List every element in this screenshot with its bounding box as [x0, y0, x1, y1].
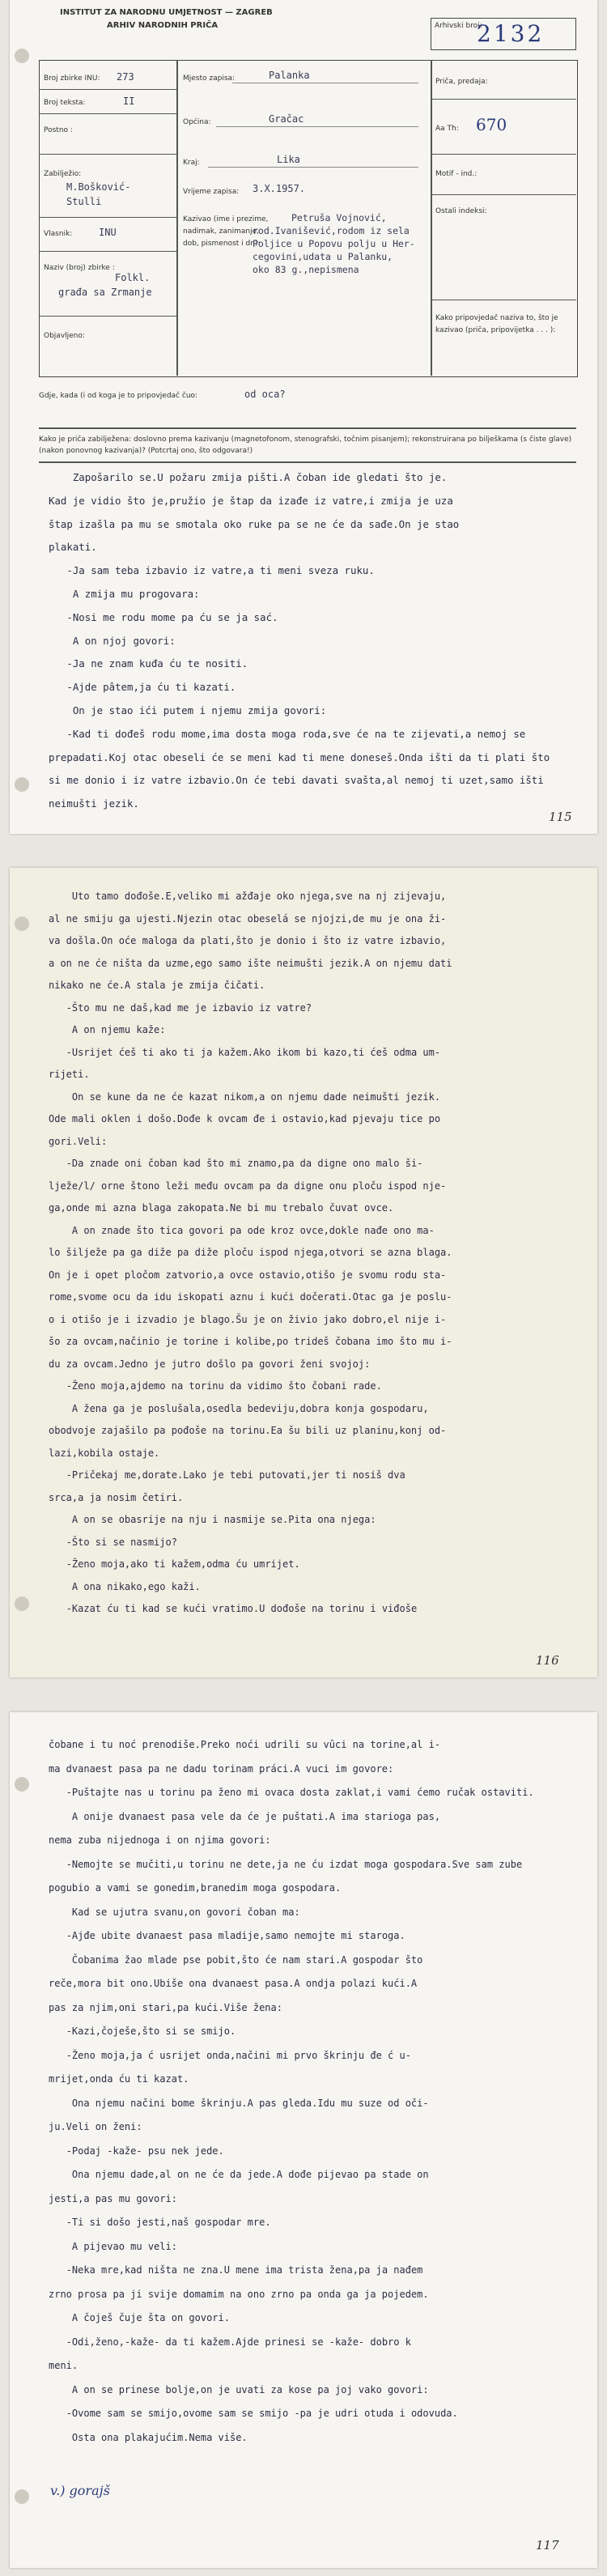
story-text-page-3: čobane i tu noć prenodiše.Preko noći udrili su vûci na torine,al i- ma dvanaest pasa pa ne dadu torinam práci.A vuci im govore: -Puštajte nas u torinu pa ženo mi ovaca dosta zaklat,i vami ćemo ručak ostaviti. A onije dvanaest pasa vele da će je puštati.A ima starioga pas, nema zuba nijednoga i on njima govori: -Nemojte se mučiti,u torinu ne dete,ja ne ću izdat moga gospodara.Sve sam zube pogubio a vami se gonedim,branedim moga gospodara. Kad se ujutra svanu,on govori čoban ma: -Ajđe ubite dvanaest pasa mladije,samo nemojte mi staroga. Čobanima žao mlade pse pobit,što će nam stari.A gospodar što reče,mora bit ono.Ubiše ona dvanaest pasa.A ondja polazi kući.A pas za njim,oni stari,pa kući.Više žena: -Kazi,čoješe,što si se smijo. -Ženo moja,ja ć usrijet onda,načini mi prvo škrinju đe ć u- mrijet,onda ću ti kazat. Ona njemu načini bome škrinju.A pas gleda.Idu mu suze od oči- ju.Veli on ženi: -Podaj -kaže- psu nek jede. Ona njemu dade,al on ne će da jede.A dođe pijevao pa stade on jesti,a pas mu govori: -Ti si došo jesti,naš gospodar mre. A pijevao mu veli: -Neka mre,kad ništa ne zna.U mene ima trista žena,pa ja nađem zrno prosa pa ji svije domamim na ono zrno pa onda ga ja pojedem. A čoješ čuje šta on govori. -Odi,ženo,-kaže- da ti kažem.Ajde prinesi se -kaže- dobro k meni. A on se prinese bolje,on je uvati za kose pa joj vako govori: -Ovome sam se smijo,ovome sam se smijo -pa je udri otuda i odovuda. Osta ona plakajućim.Nema više.: [49, 1739, 534, 2443]
handwritten-signature: v.) gorajš: [50, 2483, 110, 2498]
punch-hole: [15, 2489, 29, 2504]
value-kazivao-3: Poljice u Popovu polju u Her-: [253, 238, 415, 249]
value-kraj: Lika: [277, 154, 300, 165]
value-kazivao-2: rod.Ivanišević,rodom iz sela: [253, 225, 410, 236]
punch-hole: [15, 916, 29, 931]
label-vlasnik: Vlasnik:: [44, 230, 73, 238]
archive-number: 2132: [477, 20, 545, 47]
label-opcina: Općina:: [183, 118, 211, 126]
label-postno: Postno :: [44, 126, 73, 134]
label-gdje-kada: Gdje, kada (i od koga je to pripovjedač čuo:: [39, 392, 198, 400]
value-broj-teksta: II: [123, 96, 135, 107]
value-gdje-kada: od oca?: [244, 389, 286, 400]
label-objavljeno: Objavljeno:: [44, 332, 85, 340]
label-mjesto: Mjesto zapisa:: [183, 74, 236, 83]
label-vrijeme: Vrijeme zapisa:: [183, 188, 240, 196]
story-text-page-2: Uto tamo dođoše.E,veliko mi ažđaje oko njega,sve na nj zijevaju, al ne smiju ga ujesti.Njezin otac obeselá se njojzi,de mu je ona ži- va došla.On oće maloga da plati,što je donio i što iz vatre izbavio, a on ne će ništa da uzme,ego samo ište neimušti jezik.A on njemu dati nikako ne će.A stala je zmija čičati. -Što mu ne daš,kad me je izbavio iz vatre? A on njemu kaže: -Usrijet ćeš ti ako ti ja kažem.Ako ikom bi kazo,ti ćeš odma um- rijeti. On se kune da ne će kazat nikom,a on njemu dade neimušti jezik. Ode mali oklen i došo.Dođe k ovcam đe i ostavio,kad pjevaju tice po gori.Veli: -Da znade oni čoban kad što mi znamo,pa da digne ono malo ši- lježe/l/ orne štono leži među ovcam pa da digne onu ploču ispod nje- ga,onde mi azna blaga zakopata.Ne bi mu trebalo čuvat ovce. A on znade što tica govori pa ode kroz ovce,dokle nađe ono ma- lo šilježe pa ga diže pa diže ploču ispod njega,otvori se azna blaga. On je i opet pločom zatvorio,a ovce ostavio,otišo je svomu rodu sta- rome,svome ocu da idu iskopati aznu i kući dočerati.Otac ga je poslu- o i otišo je i izvadio je blago.Šu je on živio jako dobro,el nije i- šo za ovcam,načinio je torine i kolibe,po trideš čobana imo što mu i- du za ovcam.Jedno je jutro došlo pa govori ženi svojoj: -Ženo moja,ajdemo na torinu da vidimo što čobani rade. A žena ga je poslušala,osedla bedeviju,dobra konja gospodaru, obodvoje zajašilo pa pođoše na torinu.Ea šu bili uz planinu,konj od- lazi,kobila ostaje. -Pričekaj me,dorate.Lako je tebi putovati,jer ti nosiš dva srca,a ja nosim četiri. A on se obasrije na nju i nasmije se.Pita ona njega: -Što si se nasmijo? -Ženo moja,ako ti kažem,odma ću umrijet. A ona nikako,ego kaži. -Kazat ću ti kad se kući vratimo.U dođoše na torinu i viđoše: [49, 891, 452, 1614]
punch-hole: [15, 1777, 29, 1792]
value-kazivao-1: Petruša Vojnović,: [291, 212, 387, 223]
label-kraj: Kraj:: [183, 159, 200, 167]
label-kako-pripovjedac: Kako pripovjedač naziva to, što je kazivao (priča, pripovijetka . . . ):: [435, 314, 558, 334]
label-motif: Motif - ind.:: [435, 170, 478, 178]
value-kazivao-5: oko 83 g.,nepismena: [253, 264, 359, 275]
label-broj-zbirke: Broj zbirke INU:: [44, 74, 100, 83]
page-number: 116: [536, 1653, 559, 1668]
value-vrijeme: 3.X.1957.: [253, 183, 306, 194]
archive-name: ARHIV NARODNIH PRIČA: [107, 21, 219, 30]
punch-hole: [15, 1596, 29, 1611]
value-naziv-2: građa sa Zrmanje: [58, 287, 152, 298]
institute-name: INSTITUT ZA NARODNU UMJETNOST — ZAGREB: [60, 8, 273, 17]
value-opcina: Gračac: [269, 113, 304, 125]
label-ostali: Ostali indeksi:: [435, 207, 487, 215]
page-117: [10, 1712, 597, 2568]
value-mjesto: Palanka: [269, 70, 310, 81]
value-broj-zbirke: 273: [117, 71, 134, 83]
value-aa-th: 670: [476, 115, 507, 134]
label-broj-teksta: Broj teksta:: [44, 99, 86, 107]
value-naziv-1: Folkl.: [115, 272, 151, 283]
story-text-page-1: Zapošarilo se.U požaru zmija pišti.A čoban ide gledati što je. Kad je vidio što je,pružio je štap da izađe iz vatre,i zmija je uza štap izašla pa mu se smotala oko ruke pa se ne će da sađe.On je stao plakati. -Ja sam teba izbavio iz vatre,a ti meni sveza ruku. A zmija mu progovara: -Nosi me rodu mome pa ću se ja sać. A on njoj govori: -Ja ne znam kuđa ću te nositi. -Ajde pâtem,ja ću ti kazati. On je stao ići putem i njemu zmija govori: -Kad ti dođeš rodu mome,ima dosta moga roda,sve će na te zijevati,a nemoj se prepadati.Koj otac obeseli će se meni kad ti mene doneseš.Onda išti da ti plati što si me donio i iz vatre izbavio.On će tebi davati svašta,al nemoj ti uzet,samo išti neimušti jezik.: [49, 471, 550, 810]
punch-hole: [15, 777, 29, 792]
label-aa-th: Aa Th:: [435, 125, 459, 133]
value-zabiljezio-2: Stulli: [66, 196, 102, 207]
label-zabiljezio: Zabilježio:: [44, 170, 82, 178]
punch-hole: [15, 49, 29, 63]
value-kazivao-4: cegovini,udata u Palanku,: [253, 251, 393, 262]
label-prica-predaja: Priča, predaja:: [435, 78, 488, 86]
note-how-recorded: Kako je priča zabilježena: doslovno prema kazivanju (magnetofonom, stenografski, točnim pisanjem); rekonstruirana po bilješkama (s čiste glave) (nakon ponovnog kazivanja)? (Potcrtaj ono, što odgovara!): [39, 436, 572, 455]
page-115: [10, 0, 597, 834]
page-number: 117: [536, 2538, 559, 2553]
page-number: 115: [549, 810, 572, 824]
value-zabiljezio-1: M.Bošković-: [66, 181, 131, 193]
label-naziv-zbirke: Naziv (broj) zbirke :: [44, 264, 115, 272]
label-kazivao: Kazivao (ime i prezime, nadimak, zanimanje, dob, pismenost i dr.):: [183, 215, 269, 248]
page-116: [10, 868, 597, 1677]
value-vlasnik: INU: [99, 227, 117, 238]
archive-number-box: [431, 18, 576, 50]
archive-number-label: Arhivski broj:: [435, 22, 482, 30]
